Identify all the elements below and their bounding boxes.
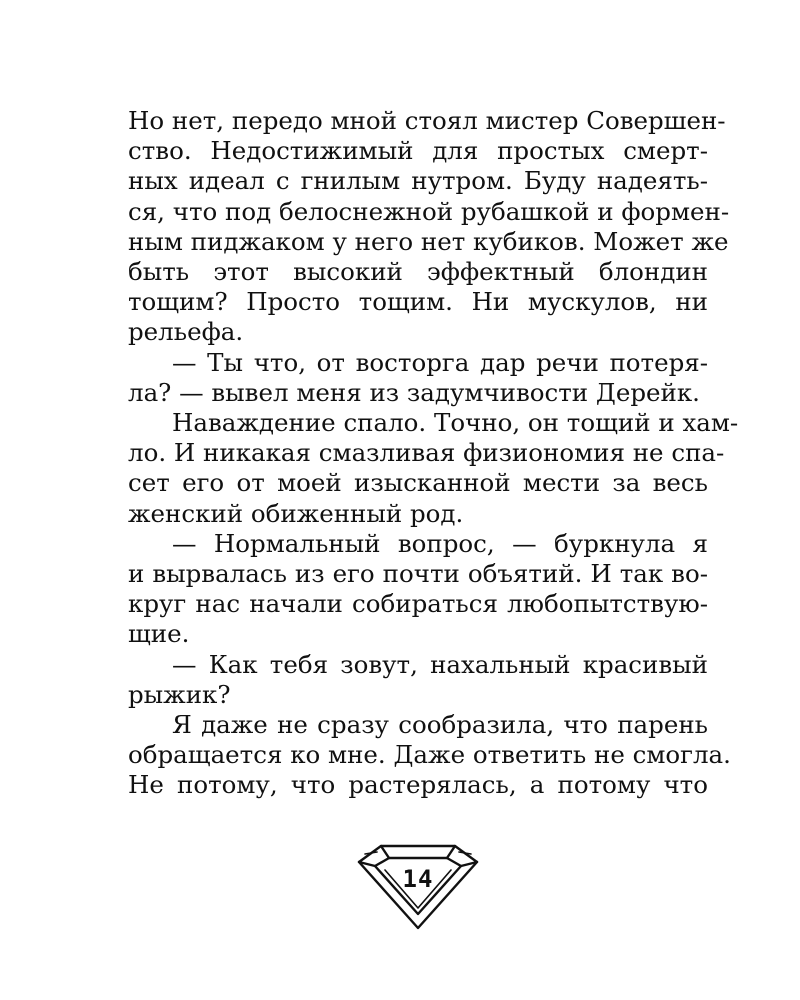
- text-line: щие.: [128, 619, 190, 649]
- paragraph-4: [128, 529, 708, 650]
- text-line: ным пиджаком у него нет кубиков. Может же: [128, 226, 729, 256]
- text-line: тощим? Просто тощим. Ни мускулов, ни: [128, 287, 708, 317]
- paragraph-5: [128, 650, 708, 710]
- text-line: Я даже не сразу сообразила, что парень: [172, 710, 708, 740]
- text-line: быть этот высокий эффектный блондин: [128, 257, 708, 287]
- text-line: сет его от моей изысканной мести за весь: [128, 468, 708, 498]
- page-number-badge: [355, 840, 481, 932]
- text-line: ство. Недостижимый для простых смерт-: [128, 136, 708, 166]
- text-line: Не потому, что растерялась, а потому что: [128, 770, 708, 800]
- paragraph-1: [128, 106, 730, 348]
- text-line: Наваждение спало. Точно, он тощий и хам-: [172, 408, 739, 438]
- text-line: Но нет, передо мной стоял мистер Совершен-: [128, 106, 726, 135]
- text-line: ных идеал с гнилым нутром. Буду надеять-: [128, 166, 708, 196]
- page-number: 14: [402, 865, 434, 893]
- text-line: ло. И никакая смазливая физиономия не спа-: [128, 438, 725, 468]
- text-line: ла? — вывел меня из задумчивости Дерейк.: [128, 377, 700, 407]
- text-line: — Как тебя зовут, нахальный красивый: [172, 649, 708, 679]
- paragraph-3: [128, 408, 739, 529]
- text-line: — Ты что, от восторга дар речи потеря-: [172, 347, 708, 377]
- text-line: обращается ко мне. Даже ответить не смогла.: [128, 740, 731, 770]
- paragraph-6: [128, 710, 731, 801]
- text-line: и вырвалась из его почти объятий. И так во-: [128, 559, 708, 589]
- text-line: рельефа.: [128, 317, 244, 347]
- text-line: рыжик?: [128, 679, 231, 709]
- text-line: женский обиженный род.: [128, 498, 464, 528]
- text-line: ся, что под белоснежной рубашкой и формен-: [128, 196, 730, 226]
- text-line: — Нормальный вопрос, — буркнула я: [172, 528, 708, 558]
- text-line: круг нас начали собираться любопытствую-: [128, 589, 708, 619]
- paragraph-2: [128, 348, 708, 408]
- body-text: [128, 106, 739, 801]
